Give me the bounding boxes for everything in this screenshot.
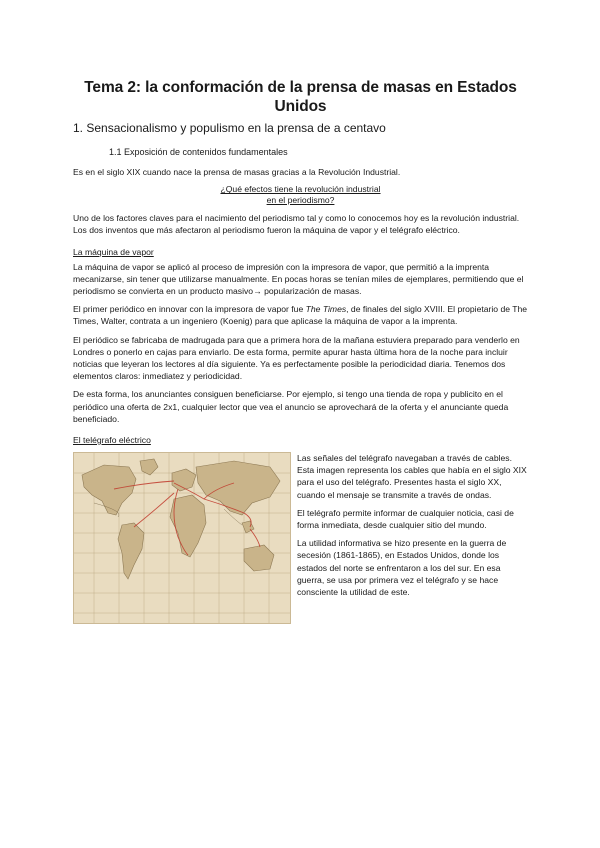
telegraph-heading: El telégrafo eléctrico (73, 435, 151, 446)
times-italic: The Times (305, 304, 347, 315)
telegraph-cable-map-image (73, 452, 291, 624)
document-page (73, 78, 528, 630)
section-heading: 1. Sensacionalismo y populismo en la prensa de a centavo (73, 121, 386, 135)
steam-paragraph-3: El periódico se fabricaba de madrugada para que a primera hora de la mañana estuviera preparado para venderlo en Londres o ponerlo en cajas para enviarlo. De esta forma, permite apurar hasta última hora de la noche para incluir noticias que leyeran los lectores al día siguiente. Ya es perfectamente posible la periodicidad diaria. Tenemos dos elementos claros: inmediatez y periodicidad. (73, 334, 520, 382)
telegraph-paragraph-3: La utilidad informativa se hizo presente en la guerra de secesión (1861-1865), en Estados Unidos, donde los estados del norte se enfrentaron a los del sur. En esa guerra, se usa por primera vez el telégrafo y se hace consciente la utilidad de este. (297, 538, 507, 598)
steam-p2-start: El primer periódico en innovar con la impresora de vapor fue (73, 304, 306, 315)
page-title: Tema 2: la conformación de la prensa de masas en Estados Unidos (84, 79, 517, 115)
question-line-2: en el periodismo? (266, 195, 335, 206)
factors-paragraph: Uno de los factores claves para el nacimiento del periodismo tal y como lo conocemos hoy es la revolución industrial. Los dos inventos que más afectaron al periodismo fueron la máquina de vapor y el telégrafo eléctrico. (73, 213, 520, 236)
telegraph-section (73, 452, 528, 630)
question-line-1: ¿Qué efectos tiene la revolución industrial (220, 184, 381, 195)
steam-paragraph-1: La máquina de vapor se aplicó al proceso de impresión con la impresora de vapor, que permitió a la imprenta mecanizarse, sin tener que utilizarse manualmente. En pocas horas se tenían miles de ejemplares, permitiendo que el periodismo se convierta en un producto masivo→ popularización de masas. (73, 261, 524, 297)
world-map-icon (74, 453, 290, 623)
intro-paragraph: Es en el siglo XIX cuando nace la prensa de masas gracias a la Revolución Industrial. (73, 167, 401, 177)
telegraph-paragraph-1: Las señales del telégrafo navegaban a través de cables. Esta imagen representa los cables que había en el siglo XIX para el uso del telégrafo. Presentes hasta el siglo XX, cuando el mensaje se transmite a través de ondas. (297, 453, 527, 500)
steam-heading: La máquina de vapor (73, 246, 154, 257)
subsection-heading: 1.1 Exposición de contenidos fundamentales (109, 147, 288, 157)
steam-p2-end: , de finales del siglo XVIII. El propietario de The Times, Walter, contrata a un ingeniero (Koenig) para que aplicase la máquina de vapor a la imprenta. (73, 304, 528, 327)
steam-paragraph-2 (73, 303, 528, 327)
question-heading (73, 184, 528, 206)
telegraph-paragraph-2: El telégrafo permite informar de cualquier noticia, casi de forma inmediata, desde cualquier sitio del mundo. (297, 507, 514, 531)
telegraph-text-column (297, 452, 529, 598)
steam-paragraph-4: De esta forma, los anunciantes consiguen beneficiarse. Por ejemplo, si tengo una tienda de ropa y publicito en el periódico una oferta de 2x1, cualquier lector que vea el anuncio se aprovechará de la oferta y el anunciante queda beneficiado. (73, 389, 509, 424)
